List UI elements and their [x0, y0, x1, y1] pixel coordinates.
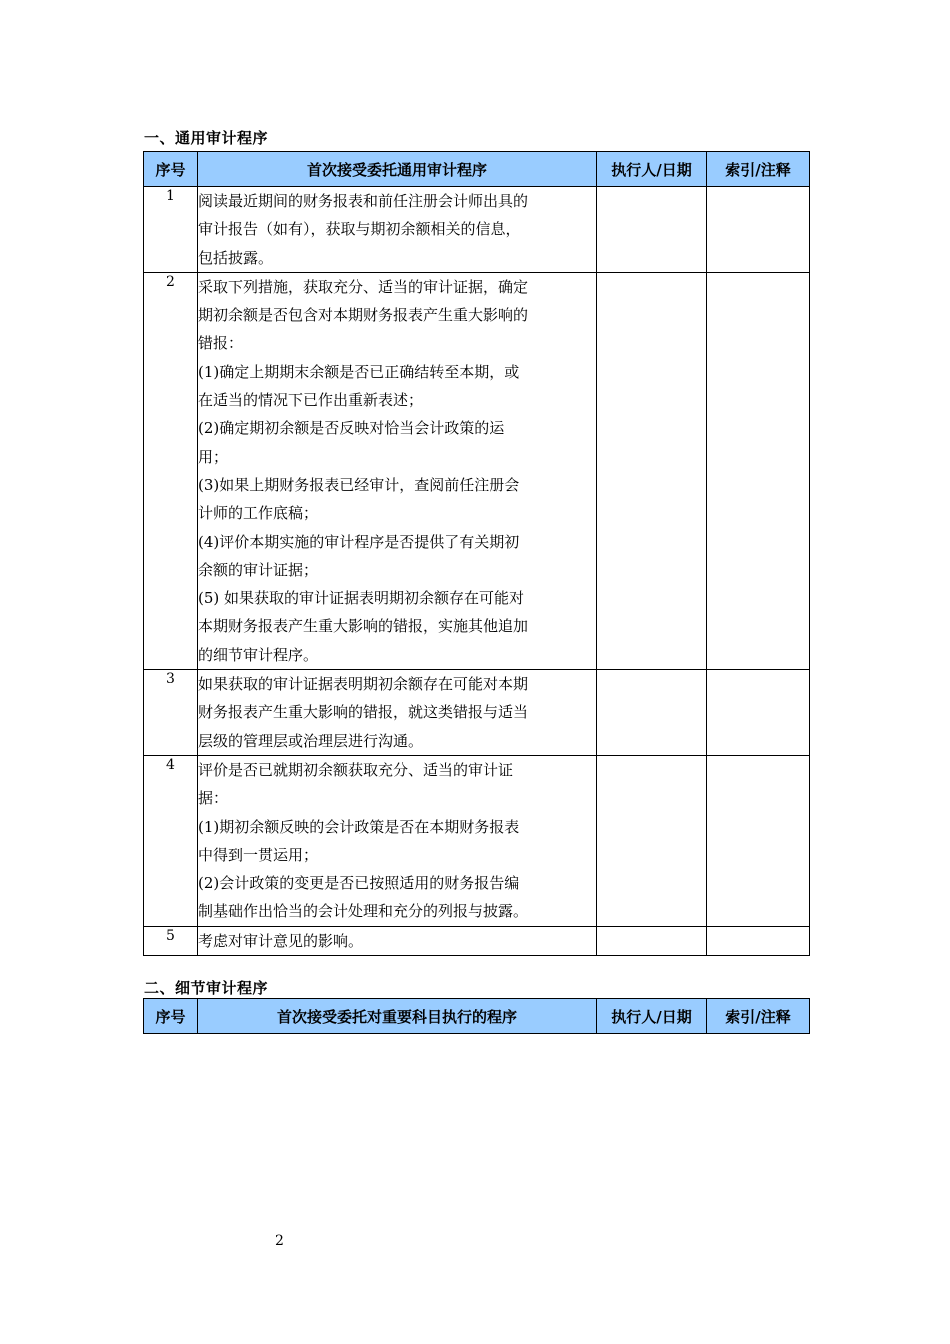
executor-date-cell[interactable] [597, 670, 707, 756]
procedure-line: 包括披露。 [198, 248, 274, 267]
table-row [144, 187, 810, 273]
procedure-text [198, 187, 597, 273]
section-title-detail: 二、细节审计程序 [144, 979, 269, 997]
table-body [144, 187, 810, 956]
procedure-line: 期初余额是否包含对本期财务报表产生重大影响的 [198, 306, 529, 325]
row-number: 2 [144, 272, 198, 669]
procedure-line: (1)确定上期期末余额是否已正确结转至本期，或 [198, 362, 520, 381]
procedure-line: 余额的审计证据； [198, 560, 319, 579]
procedure-line: 计师的工作底稿； [198, 504, 319, 523]
page-number: 2 [275, 1233, 284, 1249]
index-note-cell[interactable] [707, 926, 810, 955]
index-note-cell[interactable] [707, 670, 810, 756]
table-row [144, 926, 810, 955]
procedure-line: (5) 如果获取的审计证据表明期初余额存在可能对 [198, 589, 525, 608]
header-procedure: 首次接受委托对重要科目执行的程序 [198, 999, 597, 1034]
procedure-line: 层级的管理层或治理层进行沟通。 [198, 731, 424, 750]
procedure-text [198, 670, 597, 756]
procedure-line: 本期财务报表产生重大影响的错报，实施其他追加 [198, 617, 529, 636]
header-seq: 序号 [144, 152, 198, 187]
procedure-line: 财务报表产生重大影响的错报，就这类错报与适当 [198, 703, 529, 722]
procedure-line: 审计报告（如有），获取与期初余额相关的信息， [198, 220, 521, 239]
procedure-text [198, 272, 597, 669]
header-index-note: 索引/注释 [707, 999, 810, 1034]
procedure-text [198, 755, 597, 926]
row-number: 5 [144, 926, 198, 955]
general-procedures-table [143, 151, 810, 956]
procedure-line: 用； [198, 447, 229, 466]
index-note-cell[interactable] [707, 272, 810, 669]
procedure-line: 阅读最近期间的财务报表和前任注册会计师出具的 [198, 192, 529, 210]
procedure-line: 在适当的情况下已作出重新表述； [198, 391, 424, 410]
executor-date-cell[interactable] [597, 187, 707, 273]
header-executor-date: 执行人/日期 [597, 152, 707, 187]
header-procedure: 首次接受委托通用审计程序 [198, 152, 597, 187]
procedure-line: 错报： [198, 334, 244, 353]
table-header-row [144, 999, 810, 1034]
procedure-line: 的细节审计程序。 [198, 645, 319, 664]
row-number: 4 [144, 755, 198, 926]
procedure-line: (3)如果上期财务报表已经审计，查阅前任注册会 [198, 475, 520, 494]
procedure-line: 制基础作出恰当的会计处理和充分的列报与披露。 [198, 902, 529, 921]
procedure-line: 采取下列措施，获取充分、适当的审计证据，确定 [198, 277, 529, 296]
row-number: 1 [144, 187, 198, 273]
procedure-text [198, 926, 597, 955]
table-row [144, 670, 810, 756]
executor-date-cell[interactable] [597, 272, 707, 669]
procedure-line: 评价是否已就期初余额获取充分、适当的审计证 [198, 760, 514, 779]
procedure-line: (2)确定期初余额是否反映对恰当会计政策的运 [198, 419, 505, 438]
header-seq: 序号 [144, 999, 198, 1034]
procedure-line: 中得到一贯运用； [198, 845, 319, 864]
section-title-general: 一、通用审计程序 [144, 129, 269, 147]
executor-date-cell[interactable] [597, 755, 707, 926]
procedure-line: (2)会计政策的变更是否已按照适用的财务报告编 [198, 874, 520, 893]
row-number: 3 [144, 670, 198, 756]
header-index-note: 索引/注释 [707, 152, 810, 187]
procedure-line: (1)期初余额反映的会计政策是否在本期财务报表 [198, 817, 520, 836]
procedure-line: 据： [198, 789, 229, 808]
procedure-line: 考虑对审计意见的影响。 [198, 931, 364, 950]
table-row [144, 272, 810, 669]
executor-date-cell[interactable] [597, 926, 707, 955]
detail-procedures-table [143, 998, 810, 1034]
table-row [144, 755, 810, 926]
header-executor-date: 执行人/日期 [597, 999, 707, 1034]
index-note-cell[interactable] [707, 755, 810, 926]
procedure-line: (4)评价本期实施的审计程序是否提供了有关期初 [198, 532, 520, 551]
index-note-cell[interactable] [707, 187, 810, 273]
table-header-row [144, 152, 810, 187]
procedure-line: 如果获取的审计证据表明期初余额存在可能对本期 [198, 675, 529, 694]
